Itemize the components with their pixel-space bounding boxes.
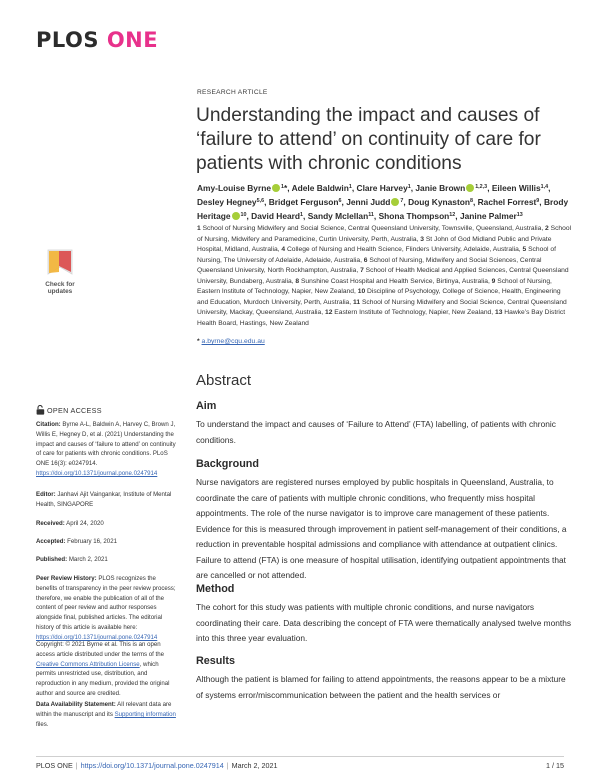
affiliation-list bbox=[197, 224, 573, 329]
copyright-block bbox=[36, 640, 176, 699]
affiliation-text: Eastern Institute of Technology, Napier, New Zealand, bbox=[334, 309, 495, 316]
published-label: Published: bbox=[36, 556, 68, 563]
author bbox=[292, 183, 352, 193]
affiliation bbox=[281, 246, 522, 253]
author-name: Clare Harvey bbox=[356, 183, 408, 193]
affiliation bbox=[295, 278, 491, 285]
journal-logo-one: ONE bbox=[106, 28, 159, 52]
author bbox=[478, 197, 540, 207]
corresponding-marker: * bbox=[197, 338, 200, 345]
author bbox=[251, 211, 303, 221]
accepted-label: Accepted: bbox=[36, 538, 66, 545]
published-date: March 2, 2021 bbox=[68, 556, 108, 563]
editor-text: Janhavi Ajit Vaingankar, Institute of Mental Health, SINGAPORE bbox=[36, 491, 172, 508]
affiliation-text: School of Nursing Midwifery and Social Science, Central Queensland University, Mackay, Queensland, Australia, bbox=[197, 298, 567, 316]
affiliation-text: School of Nursing, Midwifery and Social Sciences, Central Queensland University, North Rockhampton, Australia, bbox=[197, 256, 542, 274]
author-affiliation-ref: 10 bbox=[240, 212, 247, 219]
author bbox=[357, 183, 411, 193]
affiliation-text: Discipline of Psychology, College of Science, Health, Engineering and Education, Murdoch University, Perth, Australia, bbox=[197, 288, 561, 306]
results-heading: Results bbox=[196, 655, 236, 667]
open-access-text: OPEN ACCESS bbox=[47, 406, 102, 415]
open-lock-icon bbox=[36, 405, 45, 415]
author-affiliation-ref: 1 bbox=[348, 184, 352, 190]
citation-doi-link[interactable]: https://doi.org/10.1371/journal.pone.0247914 bbox=[36, 469, 158, 477]
affiliation-number: 6 bbox=[363, 256, 370, 264]
author bbox=[197, 197, 264, 207]
orcid-icon[interactable] bbox=[466, 184, 474, 192]
author bbox=[269, 197, 342, 207]
citation-text: Byrne A-L, Baldwin A, Harvey C, Brown J, Willis E, Hegney D, et al. (2021) Understanding the impact and causes of ‘failure to attend’ on continuity of care for patients with chronic conditions. PLoS ONE 16(3): e0247914. bbox=[36, 421, 176, 468]
data-availability-block bbox=[36, 700, 176, 729]
affiliation-number: 8 bbox=[295, 277, 301, 285]
affiliation-text: College of Nursing and Health Science, Flinders University, Adelaide, Australia, bbox=[286, 246, 523, 253]
data-availability-text: All relevant data are within the manuscript and its bbox=[36, 701, 172, 718]
footer-divider bbox=[36, 756, 564, 757]
peer-review-block bbox=[36, 574, 176, 643]
author-affiliation-ref: 1 bbox=[281, 184, 284, 190]
affiliation-number: 7 bbox=[360, 267, 366, 274]
editor-label: Editor: bbox=[36, 491, 56, 498]
author-affiliation-ref: 1,4 bbox=[540, 184, 549, 190]
author-name: Janie Brown bbox=[415, 183, 466, 193]
affiliation-text: School of Nursing, Eastern Institute of Technology, Napier, New Zealand, bbox=[197, 277, 552, 295]
author-affiliation-ref: 9 bbox=[536, 198, 540, 205]
affiliation-text: Hawke’s Bay District Health Board, Hastings, New Zealand bbox=[197, 309, 566, 327]
orcid-icon[interactable] bbox=[391, 198, 399, 206]
author-affiliation-ref: 1 bbox=[407, 184, 411, 190]
license-link[interactable]: Creative Commons Attribution License bbox=[36, 660, 140, 668]
affiliation-number: 3 bbox=[420, 235, 426, 243]
accepted-date: February 16, 2021 bbox=[67, 538, 117, 545]
journal-logo-plos: PLOS bbox=[36, 28, 100, 52]
data-availability-tail: files. bbox=[36, 720, 49, 728]
affiliation-text: St John of God Midland Public and Private Hospital, Midland, Australia, bbox=[197, 235, 552, 253]
author-affiliation-ref: 13 bbox=[516, 212, 523, 219]
badge-line-1: Check for bbox=[45, 281, 75, 288]
affiliation-number: 4 bbox=[281, 246, 287, 253]
affiliation-number: 1 bbox=[197, 225, 203, 232]
author-affiliation-ref: 11 bbox=[368, 212, 374, 219]
page-number: 1 / 15 bbox=[546, 761, 564, 770]
affiliation-number: 13 bbox=[495, 309, 505, 316]
affiliation-number: 12 bbox=[324, 309, 335, 316]
affiliation-number: 5 bbox=[522, 246, 529, 253]
author-affiliation-ref: 8 bbox=[469, 198, 473, 205]
author-affiliation-ref: 1 bbox=[300, 212, 304, 219]
affiliation-text: School of Nursing, The University of Adelaide, Adelaide, Australia, bbox=[197, 246, 556, 264]
orcid-icon[interactable] bbox=[232, 212, 240, 220]
author bbox=[308, 211, 374, 221]
author-corresponding-marker: * bbox=[284, 183, 288, 193]
author-name: Rachel Forrest bbox=[477, 197, 537, 208]
published-block bbox=[36, 555, 176, 565]
author-name: Jenni Judd bbox=[346, 197, 391, 208]
affiliation-text: School of Health Medical and Applied Sciences, Central Queensland University, Bundaberg, Australia, bbox=[197, 267, 569, 285]
author-name: Bridget Ferguson bbox=[268, 197, 339, 208]
footer-doi-link[interactable]: https://doi.org/10.1371/journal.pone.0247914 bbox=[80, 761, 224, 770]
article-type: RESEARCH ARTICLE bbox=[197, 89, 268, 96]
footer-journal: PLOS ONE bbox=[36, 761, 73, 770]
author-name: Brody Heritage bbox=[197, 197, 569, 222]
footer-date: March 2, 2021 bbox=[231, 761, 278, 770]
author-name: Adele Baldwin bbox=[291, 183, 349, 193]
results-text: Although the patient is blamed for failing to attend appointments, the reasons appear to be a mixture of systems error/miscommunication between the patient and the health services or bbox=[196, 674, 566, 700]
accepted-block bbox=[36, 537, 176, 547]
author-name: Amy-Louise Byrne bbox=[197, 183, 271, 193]
author-name: Shona Thompson bbox=[378, 211, 450, 222]
aim-text: To understand the impact and causes of ‘Failure to Attend’ (FTA) labelling, of patients with chronic conditions. bbox=[196, 419, 556, 445]
article-title: Understanding the impact and causes of ‘failure to attend’ on continuity of care for patients with chronic conditions bbox=[196, 105, 541, 174]
method-heading: Method bbox=[196, 583, 235, 595]
author-affiliation-ref: 1,2,3 bbox=[475, 184, 488, 190]
author-affiliation-ref: 7 bbox=[400, 198, 404, 205]
author bbox=[408, 197, 473, 207]
footer-separator: | bbox=[75, 761, 78, 770]
received-label: Received: bbox=[36, 520, 65, 527]
copyright-text: Copyright: © 2021 Byrne et al. This is an open access article distributed under the terms of the bbox=[36, 641, 165, 658]
author bbox=[346, 197, 403, 207]
data-availability-label: Data Availability Statement: bbox=[36, 701, 116, 708]
affiliation-text: School of Nursing, Midwifery and Paramedicine, Curtin University, Perth, Australia, bbox=[197, 225, 572, 243]
correspondence bbox=[197, 338, 265, 345]
author-name: David Heard bbox=[251, 211, 301, 222]
author bbox=[460, 211, 523, 221]
peer-review-text: PLOS recognizes the benefits of transparency in the peer review process; therefore, we enable the publication of all of the content of peer review and author responses alongside final, published articles. The editorial history of this article is available here: bbox=[36, 575, 176, 631]
author-name: Eileen Willis bbox=[491, 183, 541, 193]
author bbox=[197, 183, 287, 193]
citation-label: Citation: bbox=[36, 421, 61, 428]
author bbox=[415, 183, 487, 193]
citation-block bbox=[36, 420, 176, 479]
journal-logo bbox=[36, 28, 158, 52]
abstract-heading: Abstract bbox=[196, 372, 252, 389]
affiliation-number: 10 bbox=[357, 288, 368, 295]
aim-heading: Aim bbox=[196, 400, 217, 412]
author bbox=[379, 211, 456, 221]
affiliation-number: 9 bbox=[491, 277, 498, 285]
author-affiliation-ref: 5,6 bbox=[256, 198, 265, 205]
peer-review-label: Peer Review History: bbox=[36, 575, 97, 582]
correspondence-email-link[interactable]: a.byrne@cqu.edu.au bbox=[201, 338, 265, 345]
page-footer bbox=[36, 761, 278, 770]
editor-block bbox=[36, 490, 176, 510]
author-list: Amy-Louise Byrne $^1$*, Adele Baldwin$^1$, Clare Harvey$^1$, Janie Brown $^{1,2,3}$, Eileen Willis$^{1,4}$, Desley Hegney$^{5,6}$, Bridget Ferguson$^6$, Jenni Judd $^7$, Doug Kynaston$^8$, Rachel Forrest$^9$, Brody Heritage $^{10}$, David Heard$^1$, Sandy Mclellan$^{11}$, Shona Thompson$^{12}$, Janine Palmer$^{13}$ bbox=[197, 183, 569, 222]
affiliation-text: Sunshine Coast Hospital and Health Service, Birtinya, Australia, bbox=[300, 277, 492, 285]
peer-review-link[interactable]: https://doi.org/10.1371/journal.pone.0247914 bbox=[36, 633, 158, 641]
affiliation bbox=[325, 309, 495, 316]
author bbox=[492, 183, 548, 193]
author-name: Desley Hegney bbox=[197, 197, 257, 208]
background-heading: Background bbox=[196, 458, 259, 470]
affiliation bbox=[197, 225, 545, 232]
received-block bbox=[36, 519, 176, 529]
supporting-information-link[interactable]: Supporting information bbox=[114, 710, 176, 718]
affiliation-number: 11 bbox=[353, 298, 362, 306]
orcid-icon[interactable] bbox=[272, 184, 280, 192]
background-text: Nurse navigators are registered nurses employed by public hospitals in Queensland, Australia, to coordinate the care of patients with multiple chronic conditions, who frequently miss hospital appointments. The role of the nurse navigator is to improve care management of these patients. Evidence for this is measured through improvement in patient self-management of their conditions, a reduction in preventable hospital admissions and compliance with attendance at outpatient clinics. Failure to attend (FTA) is one measure of hospital utilisation, identifying outpatient appointments that are cancelled or not attended. bbox=[196, 477, 567, 580]
open-access-label bbox=[36, 405, 102, 415]
author-affiliation-ref: 6 bbox=[338, 198, 342, 205]
author-affiliation-ref: 12 bbox=[449, 212, 456, 219]
author-name: Janine Palmer bbox=[459, 211, 517, 222]
affiliation-text: School of Nursing Midwifery and Social Science, Central Queensland University, Townsville, Queensland, Australia, bbox=[202, 225, 546, 232]
author-name: Sandy Mclellan bbox=[307, 211, 369, 222]
received-date: April 24, 2020 bbox=[66, 520, 104, 527]
check-for-updates-label[interactable] bbox=[36, 281, 84, 295]
affiliation-number: 2 bbox=[545, 225, 551, 232]
badge-line-2: updates bbox=[47, 288, 73, 296]
footer-separator: | bbox=[226, 761, 229, 770]
author-name: Doug Kynaston bbox=[408, 197, 470, 208]
method-text: The cohort for this study was patients with multiple chronic conditions, and nurse navigators coordinating their care. Data describing the concept of FTA were thematically analysed twelve months into this three year evaluation. bbox=[196, 602, 572, 643]
copyright-text-tail: , which permits unrestricted use, distribution, and reproduction in any medium, provided the original author and source are credited. bbox=[36, 660, 170, 697]
